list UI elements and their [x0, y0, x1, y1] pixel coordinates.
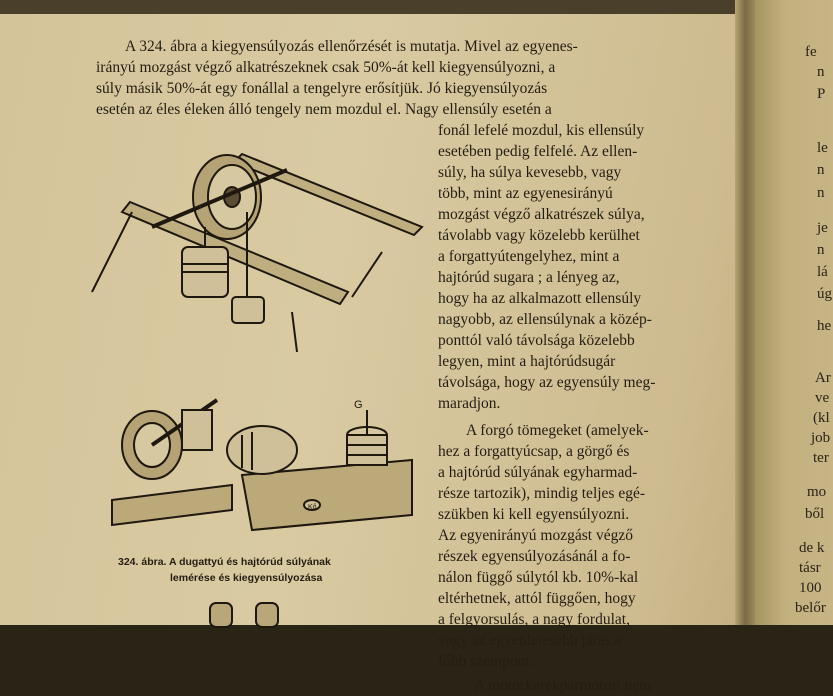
text-line: eltérhetnek, attól függően, hogy — [438, 590, 636, 607]
figure-caption-line2: lemérése és kiegyensúlyozása — [170, 572, 323, 584]
figure-label-kg: Kő — [308, 504, 317, 511]
next-page-fragment: fe — [805, 44, 817, 60]
next-page-fragment: 100 — [799, 580, 822, 596]
next-page-fragment: (kl — [813, 410, 830, 426]
next-page-fragment: P — [817, 86, 826, 102]
text-line: ponttól való távolsága közelebb — [438, 332, 635, 349]
next-page-fragment: je — [817, 220, 828, 236]
text-line: esetében pedig felfelé. Az ellen- — [438, 143, 638, 160]
text-line: maradjon. — [438, 395, 501, 412]
text-line: főbb szempont. — [438, 653, 534, 670]
text-line: A motorkerékpármotort nem — [474, 677, 652, 694]
next-page-edge — [755, 0, 833, 625]
next-page-fragment: n — [817, 64, 825, 80]
text-line: részek egyensúlyozásánál a fo- — [438, 548, 631, 565]
next-page-fragment: mo — [807, 484, 827, 500]
text-line: súly, ha súlya kevesebb, vagy — [438, 164, 622, 181]
figure-caption-line1: 324. ábra. A dugattyú és hajtórúd súlyának — [118, 556, 331, 568]
partial-next-figure — [200, 597, 320, 627]
text-line: A 324. ábra a kiegyensúlyozás ellenőrzését is mutatja. Mivel az egyenes- — [125, 38, 578, 55]
text-line: vagy az egyenletesebb járás a — [438, 632, 622, 649]
next-page-fragment: Ar — [815, 370, 831, 386]
text-line: irányú mozgást végző alkatrészeknek csak 50%-át kell kiegyensúlyozni, a — [96, 59, 556, 76]
text-line: távolsága, hogy az egyensúly meg- — [438, 374, 656, 391]
text-line: hez a forgattyúcsap, a görgő és — [438, 443, 630, 460]
text-line: hajtórúd sugara ; a lényeg az, — [438, 269, 620, 286]
book-gutter — [735, 0, 755, 625]
next-page-fragment: n — [817, 162, 825, 178]
text-line: több, mint az egyenesirányú — [438, 185, 613, 202]
next-page-fragment: ter — [813, 450, 829, 466]
text-line: Az egyenirányú mozgást végző — [438, 527, 633, 544]
text-line: nálon függő súlytól kb. 10%-kal — [438, 569, 639, 586]
next-page-fragment: tásr — [799, 560, 821, 576]
next-page-fragment: he — [817, 318, 832, 334]
text-line: mozgást végző alkatrészek súlya, — [438, 206, 645, 223]
next-page-fragment: job — [811, 430, 831, 446]
text-line: szükben ki kell egyensúlyozni. — [438, 506, 630, 523]
top-shadow — [0, 0, 833, 14]
next-page-fragment: de k — [799, 540, 825, 556]
next-page-fragment: úg — [817, 286, 832, 302]
text-line: A forgó tömegeket (amelyek- — [466, 422, 649, 439]
text-line: nagyobb, az ellensúlynak a közép- — [438, 311, 652, 328]
next-page-fragment: n — [817, 242, 825, 258]
text-line: súly másik 50%-át egy fonállal a tengelyre erősítjük. Jó kiegyensúlyozás — [96, 80, 548, 97]
next-page-fragment: ből — [805, 506, 825, 522]
text-line: esetén az éles éleken álló tengely nem mozdul el. Nagy ellensúly esetén a — [96, 101, 552, 118]
figure-label-g: G — [354, 399, 363, 411]
text-line: a felgyorsulás, a nagy fordulat, — [438, 611, 630, 628]
text-line: távolabb vagy közelebb kerülhet — [438, 227, 640, 244]
next-page-fragment: belőr — [795, 600, 826, 616]
next-page-fragment: lá — [817, 264, 828, 280]
text-line: a forgattyútengelyhez, mint a — [438, 248, 620, 265]
weighing-setup-illustration — [92, 390, 422, 550]
next-page-fragment: ve — [815, 390, 830, 406]
next-page-fragment: le — [817, 140, 828, 156]
balancing-rig-illustration — [92, 132, 422, 372]
text-line: hogy ha az alkalmazott ellensúly — [438, 290, 642, 307]
next-page-fragment: n — [817, 185, 825, 201]
text-line: a hajtórúd súlyának egyharmad- — [438, 464, 638, 481]
text-line: része tartozik), mindig teljes egé- — [438, 485, 646, 502]
text-line: fonál lefelé mozdul, kis ellensúly — [438, 122, 645, 139]
text-line: legyen, mint a hajtórúdsugár — [438, 353, 616, 370]
